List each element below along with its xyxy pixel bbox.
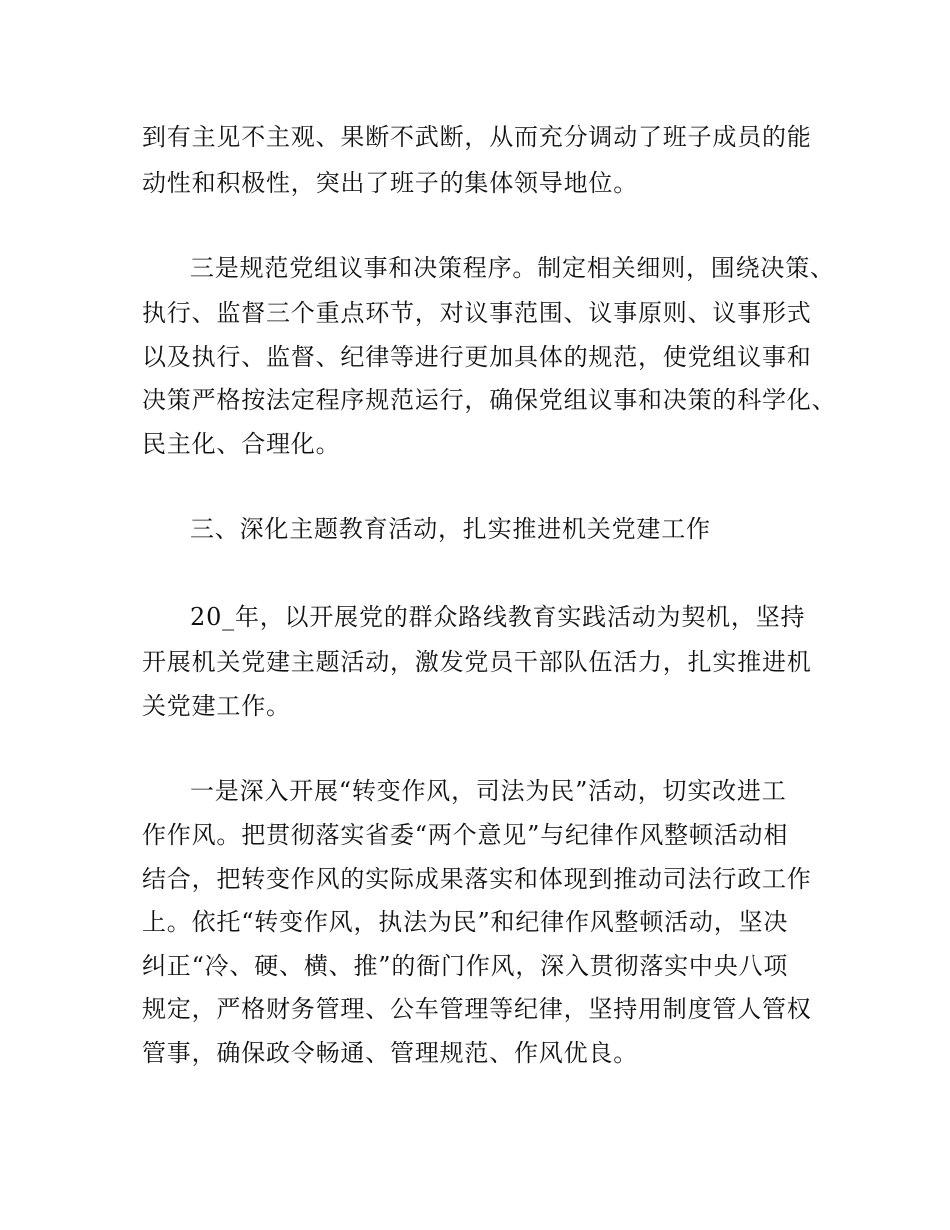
section-heading: 三、深化主题教育活动，扎实推进机关党建工作 [190, 515, 711, 543]
text-line: 关党建工作。 [142, 692, 291, 720]
text-line: 规定，严格财务管理、公车管理等纪律，坚持用制度管人管权 [142, 995, 812, 1023]
text-line: 三是规范党组议事和决策程序。制定相关细则，围绕决策、 [190, 254, 835, 282]
text-line: 动性和积极性，突出了班子的集体领导地位。 [142, 169, 638, 197]
text-line: 作作风。把贯彻落实省委“两个意见”与纪律作风整顿活动相 [142, 821, 789, 849]
text-line: 民主化、合理化。 [142, 430, 341, 458]
text-line: 开展机关党建主题活动，激发党员干部队伍活力，扎实推进机 [142, 648, 812, 676]
text-line: 决策严格按法定程序规范运行，确保党组议事和决策的科学化、 [142, 386, 837, 414]
text-line: 执行、监督三个重点环节，对议事范围、议事原则、议事形式 [142, 299, 812, 327]
text-line: 20_年，以开展党的群众路线教育实践活动为契机，坚持 [190, 603, 806, 631]
text-line: 一是深入开展“转变作风，司法为民”活动，切实改进工 [190, 777, 787, 805]
text-line: 纠正“冷、硬、横、推”的衙门作风，深入贯彻落实中央八项 [142, 952, 789, 980]
text-line: 上。依托“转变作风，执法为民”和纪律作风整顿活动，坚决 [142, 908, 789, 936]
text-line: 结合，把转变作风的实际成果落实和体现到推动司法行政工作 [142, 865, 812, 893]
text-line: 管事，确保政令畅通、管理规范、作风优良。 [142, 1039, 638, 1067]
text-line: 以及执行、监督、纪律等进行更加具体的规范，使党组议事和 [142, 343, 812, 371]
text-line: 到有主见不主观、果断不武断，从而充分调动了班子成员的能 [142, 123, 812, 151]
